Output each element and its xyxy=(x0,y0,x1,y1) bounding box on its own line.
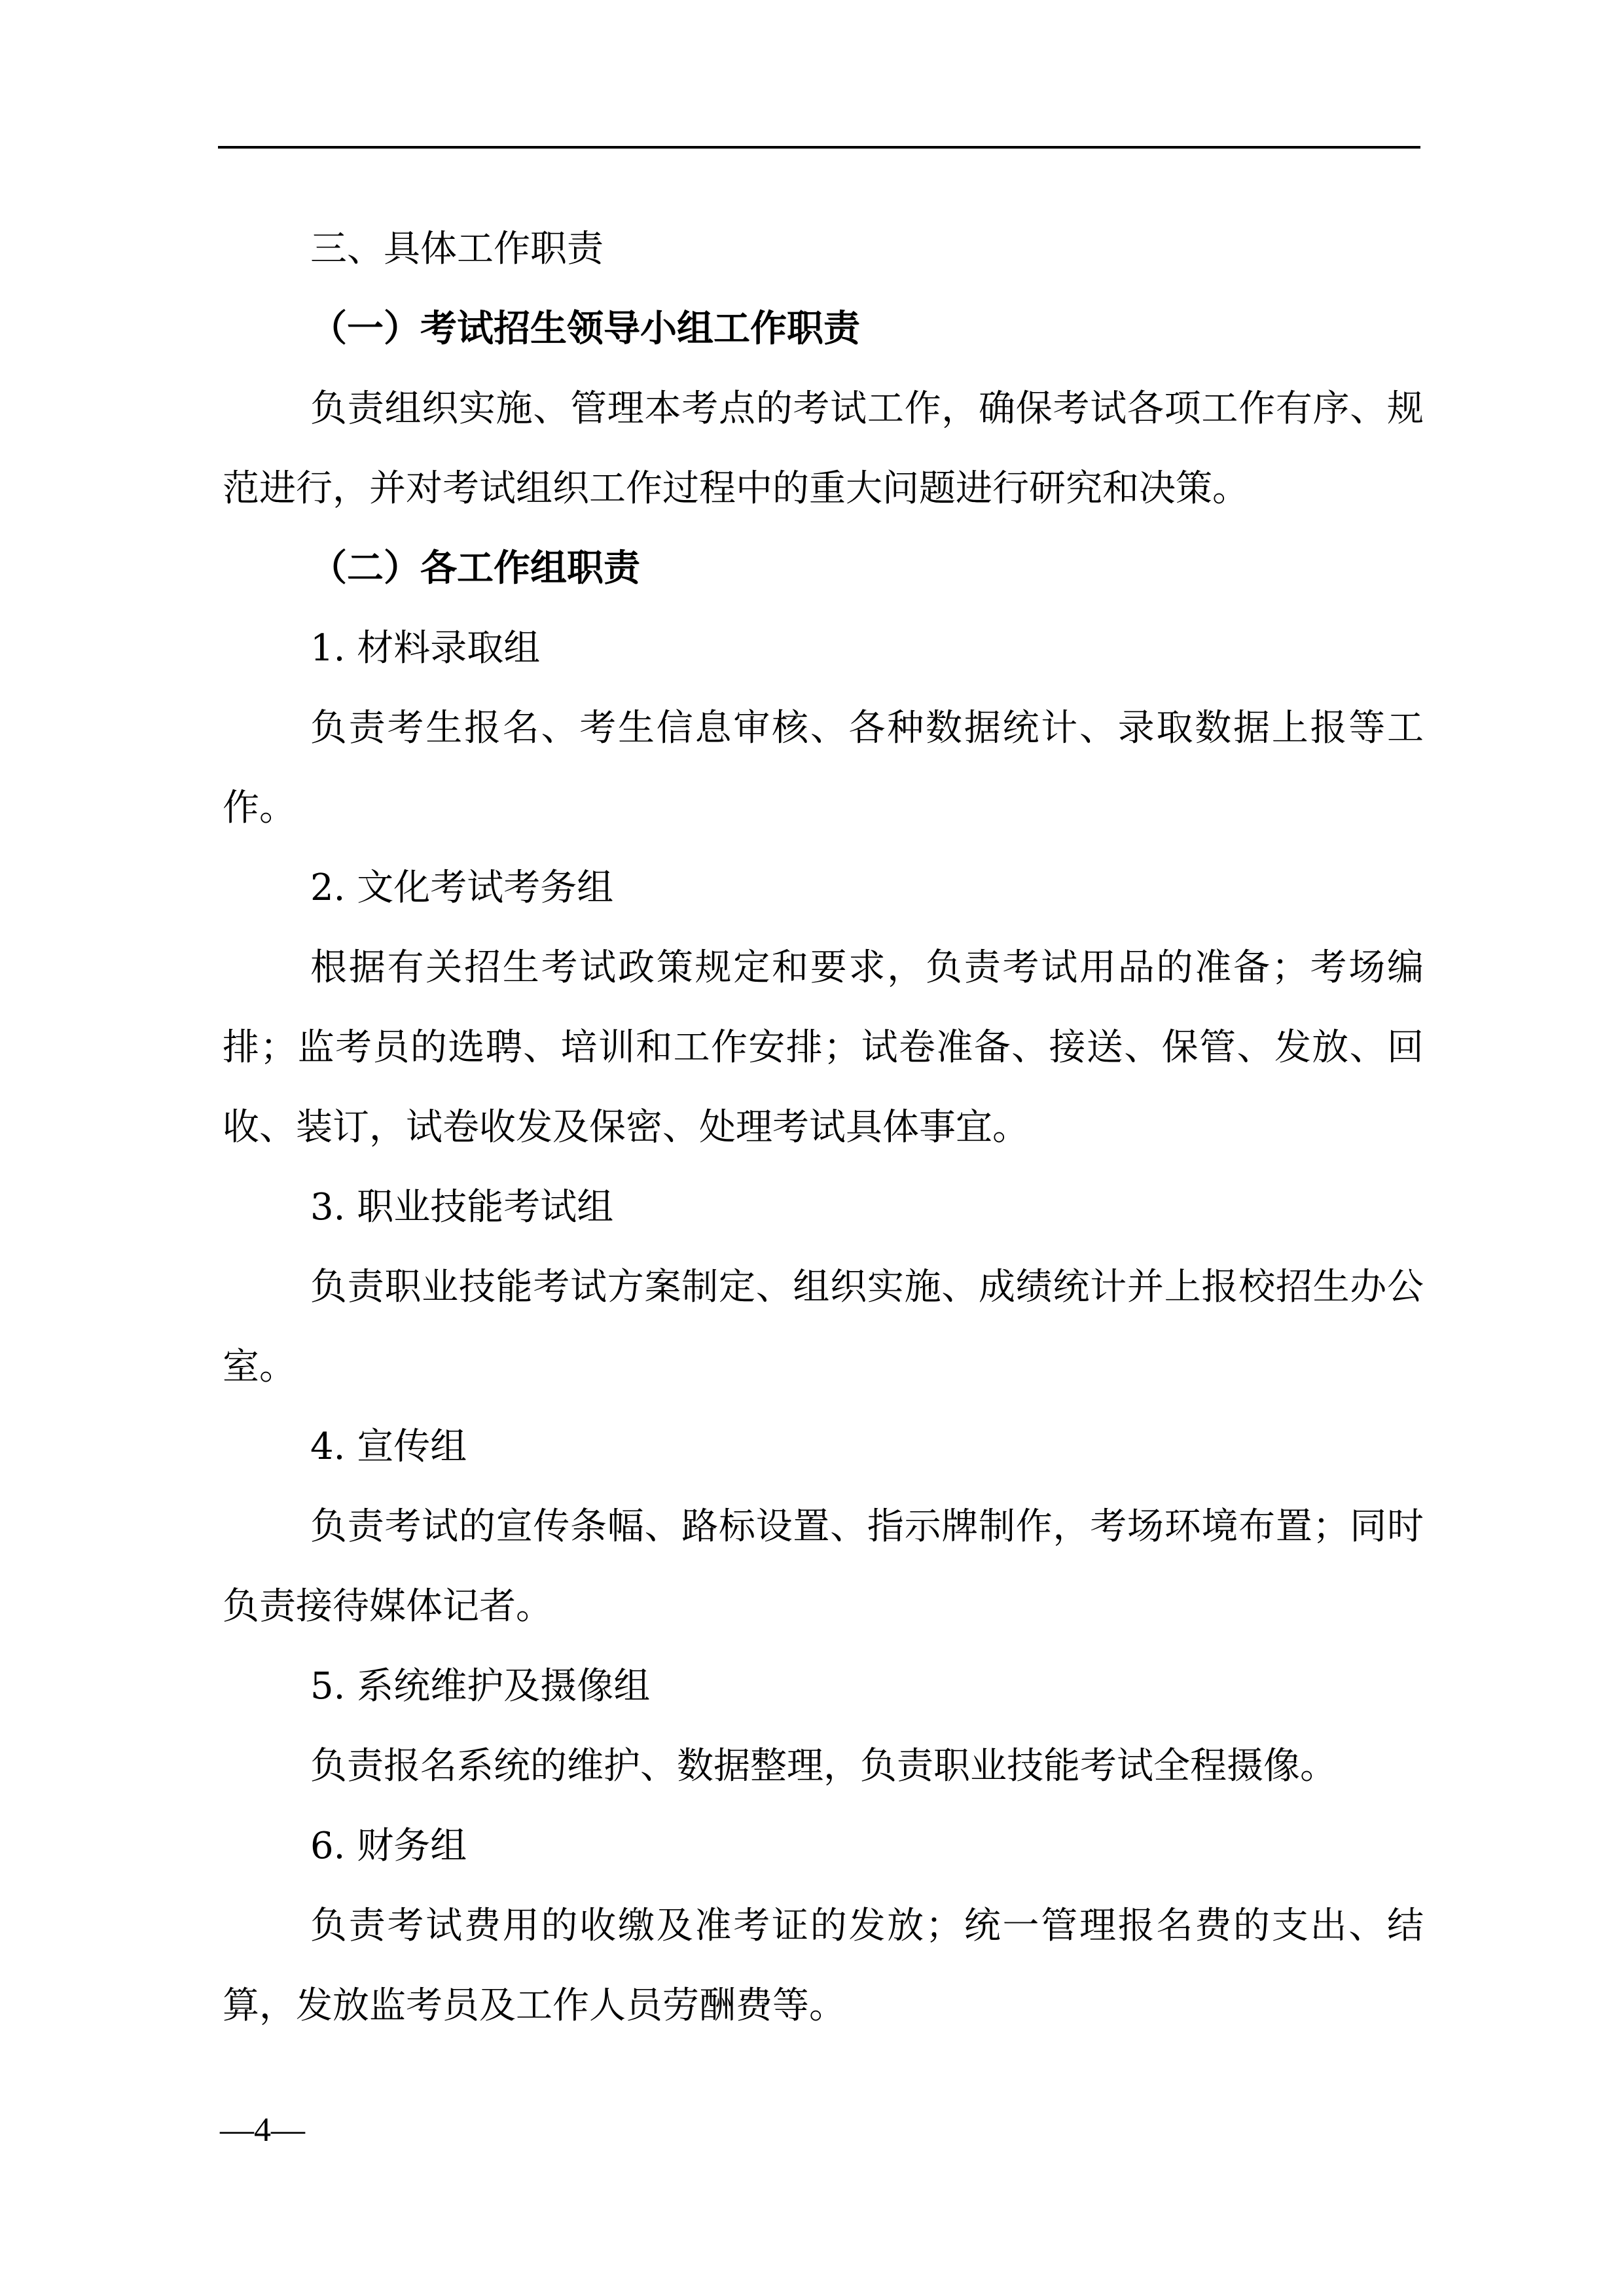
header-rule xyxy=(218,146,1420,149)
group-title-publicity: 4. 宣传组 xyxy=(310,1426,467,1468)
group-body-materials: 负责考生报名、考生信息审核、各种数据统计、录取数据上报等工作。 xyxy=(223,707,1424,829)
section-heading: 三、具体工作职责 xyxy=(310,228,604,270)
document-body xyxy=(223,209,1424,2046)
group-body-finance: 负责考试费用的收缴及准考证的发放；统一管理报名费的支出、结算，发放监考员及工作人员劳酬费等。 xyxy=(223,1905,1424,2027)
group-title-skills-exam: 3. 职业技能考试组 xyxy=(310,1186,614,1229)
subsection-heading-1: （一）考试招生领导小组工作职责 xyxy=(310,308,860,350)
page-number: —4— xyxy=(220,2111,305,2149)
group-title-system: 5. 系统维护及摄像组 xyxy=(310,1665,651,1708)
subsection-body-1: 负责组织实施、管理本考点的考试工作，确保考试各项工作有序、规范进行，并对考试组织工作过程中的重大问题进行研究和决策。 xyxy=(223,387,1424,510)
group-title-materials: 1. 材料录取组 xyxy=(310,627,541,670)
group-body-system: 负责报名系统的维护、数据整理，负责职业技能考试全程摄像。 xyxy=(310,1745,1337,1787)
group-title-culture-exam: 2. 文化考试考务组 xyxy=(310,867,614,909)
group-body-publicity: 负责考试的宣传条幅、路标设置、指示牌制作，考场环境布置；同时负责接待媒体记者。 xyxy=(223,1505,1424,1628)
group-body-culture-exam: 根据有关招生考试政策规定和要求，负责考试用品的准备；考场编排；监考员的选聘、培训和工作安排；试卷准备、接送、保管、发放、回收、装订，试卷收发及保密、处理考试具体事宜。 xyxy=(223,946,1424,1149)
group-title-finance: 6. 财务组 xyxy=(310,1825,467,1867)
group-body-skills-exam: 负责职业技能考试方案制定、组织实施、成绩统计并上报校招生办公室。 xyxy=(223,1266,1424,1388)
subsection-heading-2: （二）各工作组职责 xyxy=(310,547,640,590)
